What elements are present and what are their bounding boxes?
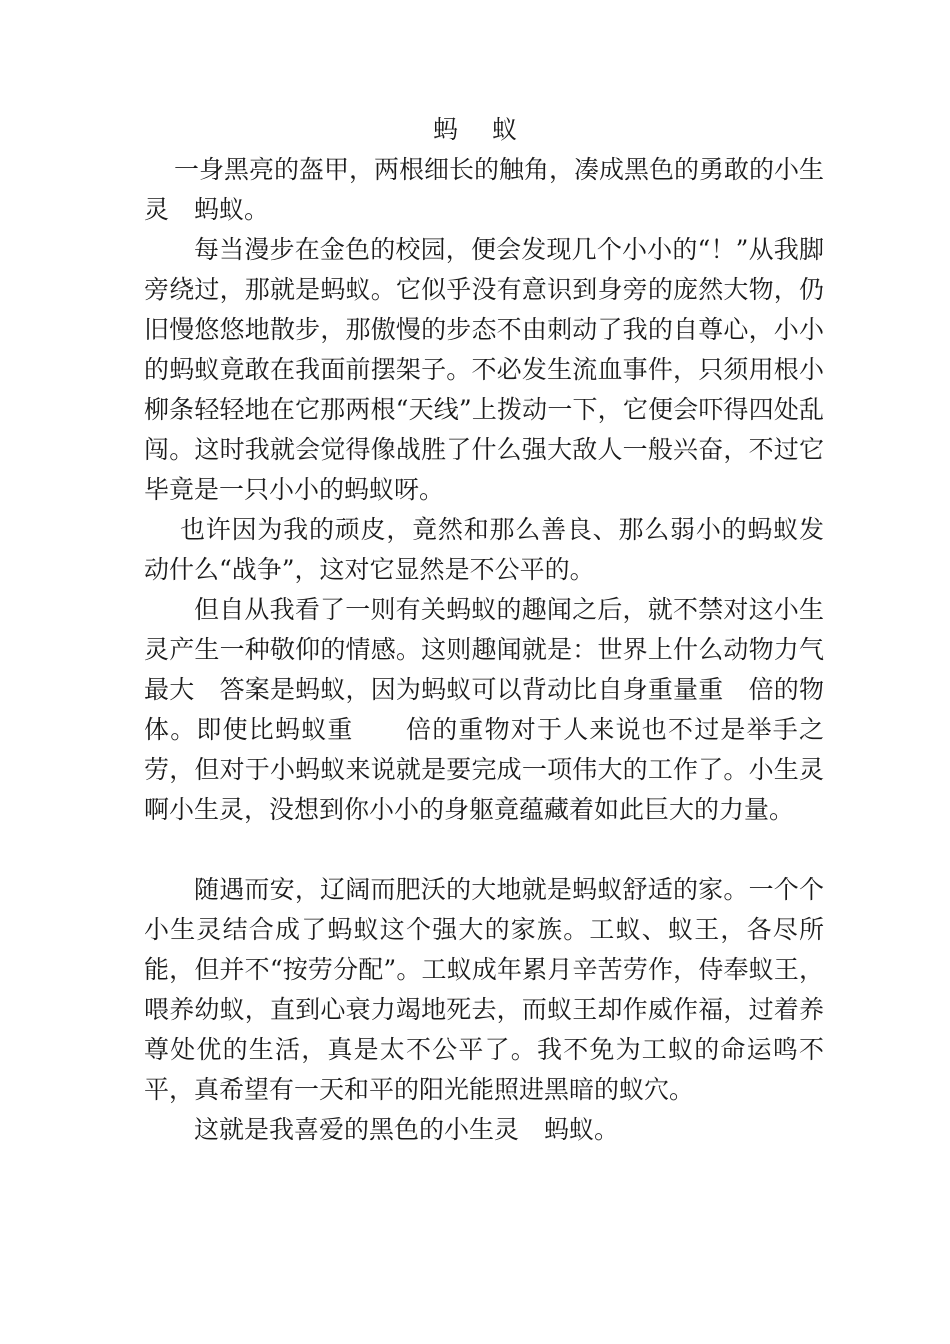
paragraph-3: 也许因为我的顽皮，竟然和那么善良、那么弱小的蚂蚁发动什么“战争”，这对它显然是不公平的。: [144, 515, 824, 584]
paragraph-4: 但自从我看了一则有关蚂蚁的趣闻之后，就不禁对这小生灵产生一种敬仰的情感。这则趣闻就是：世界上什么动物力气最大 答案是蚂蚁，因为蚂蚁可以背动比自身重量重 倍的物体。即使比蚂蚁重 倍的重物对于人来说也不过是举手之劳，但对于小蚂蚁来说就是要完成一项伟大的工作了。小生灵啊小生灵，没想到你小小的身躯竟蕴藏着如此巨大的力量。: [144, 595, 824, 824]
paragraph-2: 每当漫步在金色的校园，便会发现几个小小的“！”从我脚旁绕过，那就是蚂蚁。它似乎没有意识到身旁的庞然大物，仍旧慢悠悠地散步，那傲慢的步态不由刺动了我的自尊心，小小的蚂蚁竟敢在我面前摆架子。不必发生流血事件，只须用根小柳条轻轻地在它那两根“天线”上拨动一下，它便会吓得四处乱闯。这时我就会觉得像战胜了什么强大敌人一般兴奋，不过它毕竟是一只小小的蚂蚁呀。: [144, 235, 824, 504]
paragraph-1: 一身黑亮的盔甲，两根细长的触角，凑成黑色的勇敢的小生灵 蚂蚁。: [144, 155, 825, 224]
page-title: [0, 112, 950, 148]
paragraph-5: 随遇而安，辽阔而肥沃的大地就是蚂蚁舒适的家。一个个小生灵结合成了蚂蚁这个强大的家族。工蚁、蚁王，各尽所能，但并不“按劳分配”。工蚁成年累月辛苦劳作，侍奉蚁王，喂养幼蚁，直到心衰力竭地死去，而蚁王却作威作福，过着养尊处优的生活，真是太不公平了。我不免为工蚁的命运鸣不平，真希望有一天和平的阳光能照进黑暗的蚁穴。: [144, 875, 824, 1104]
title-char-1: 蚂: [432, 115, 458, 144]
paragraph-6: 这就是我喜爱的黑色的小生灵 蚂蚁。: [194, 1115, 620, 1144]
title-char-2: 蚁: [492, 115, 518, 144]
